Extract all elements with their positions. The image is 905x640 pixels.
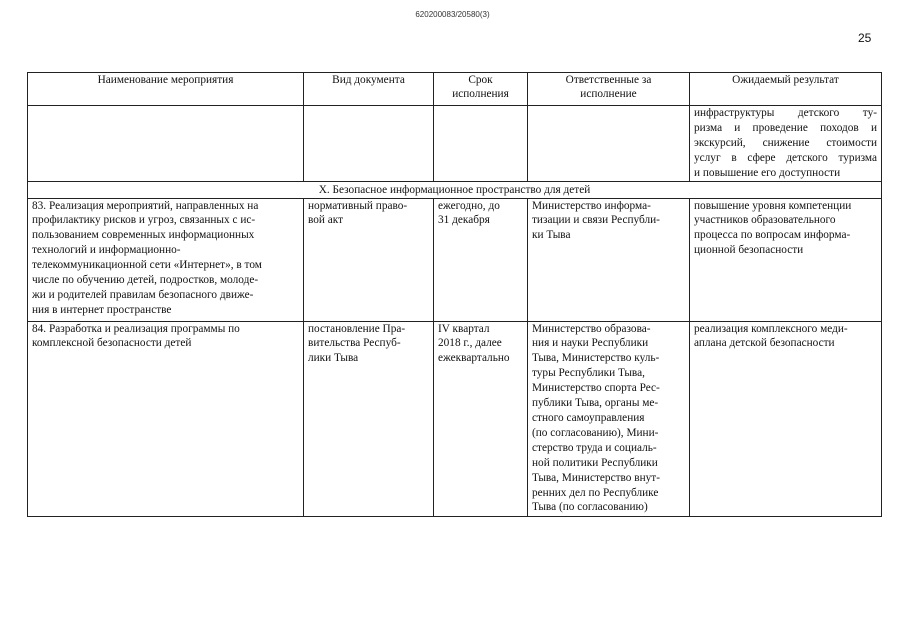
cell-line: 84. Разработка и реализация программы по — [32, 322, 240, 335]
cell-line: телекоммуникационной сети «Интернет», в том — [32, 259, 262, 272]
cell-empty — [528, 106, 690, 182]
cell-line: ризма и проведение походов и — [694, 121, 877, 134]
cell-line: жи и родителей правилам безопасного движе- — [32, 288, 254, 301]
column-header-deadline — [434, 73, 528, 106]
cell-line: ния и науки Республики — [532, 337, 649, 350]
table-header-row — [28, 73, 882, 106]
column-header-result: Ожидаемый результат — [690, 73, 882, 106]
cell-line: постановление Пра- — [308, 322, 406, 335]
cell-responsible — [528, 321, 690, 516]
cell-line: стерство труда и социаль- — [532, 441, 657, 454]
cell-line: стного самоуправления — [532, 411, 645, 424]
section-title: X. Безопасное информационное пространство для детей — [28, 181, 882, 198]
cell-event-name — [28, 321, 304, 516]
column-header-name: Наименование мероприятия — [28, 73, 304, 106]
cell-continuation-result — [690, 106, 882, 182]
cell-line: вительства Респуб- — [308, 337, 401, 350]
cell-line: 31 декабря — [438, 214, 490, 227]
cell-line: процесса по вопросам информа- — [694, 229, 851, 242]
cell-doc-type — [304, 198, 434, 321]
cell-line: 2018 г., далее — [438, 337, 502, 350]
cell-line: повышение уровня компетенции — [694, 199, 852, 212]
cell-line: реализация комплексного меди- — [694, 322, 848, 335]
cell-deadline — [434, 321, 528, 516]
cell-line: лики Тыва — [308, 352, 359, 365]
cell-line: инфраструктуры детского ту- — [694, 107, 877, 119]
cell-line: IV квартал — [438, 322, 490, 335]
cell-line: тизации и связи Республи- — [532, 214, 660, 227]
cell-line: Министерство образова- — [532, 322, 651, 335]
events-table — [27, 72, 882, 517]
cell-line: аплана детской безопасности — [694, 337, 835, 350]
cell-doc-type — [304, 321, 434, 516]
cell-empty — [304, 106, 434, 182]
cell-line: услуг в сфере детского туризма — [694, 151, 877, 164]
cell-line: технологий и информационно- — [32, 244, 181, 257]
cell-line: ежегодно, до — [438, 199, 500, 212]
cell-empty — [28, 106, 304, 182]
cell-responsible — [528, 198, 690, 321]
cell-line: туры Республики Тыва, — [532, 367, 645, 380]
cell-line: публики Тыва, органы ме- — [532, 397, 659, 410]
section-header-row — [28, 181, 882, 198]
cell-line: нормативный право- — [308, 199, 408, 212]
cell-line: комплексной безопасности детей — [32, 337, 192, 350]
table-row — [28, 198, 882, 321]
cell-line: и повышение его доступности — [694, 166, 841, 179]
column-header-responsible — [528, 73, 690, 106]
cell-line: экскурсий, снижение стоимости — [694, 136, 877, 149]
cell-line: участников образовательного — [694, 214, 836, 227]
column-header-deadline-label: Срок исполнения — [452, 74, 509, 100]
cell-result — [690, 321, 882, 516]
cell-line: 83. Реализация мероприятий, направленных на — [32, 199, 259, 212]
cell-result — [690, 198, 882, 321]
cell-line: числе по обучению детей, подростков, молоде- — [32, 274, 259, 287]
cell-line: Тыва (по согласованию) — [532, 501, 648, 514]
cell-line: Министерство спорта Рес- — [532, 382, 660, 395]
cell-line: (по согласованию), Мини- — [532, 426, 659, 439]
column-header-doc-type: Вид документа — [304, 73, 434, 106]
cell-line: ежеквартально — [438, 352, 510, 365]
table-row-continuation — [28, 106, 882, 182]
cell-line: профилактику рисков и угроз, связанных с ис- — [32, 214, 256, 227]
column-header-responsible-label: Ответственные за исполнение — [565, 74, 652, 100]
cell-line: ренних дел по Республике — [532, 486, 659, 499]
cell-line: ки Тыва — [532, 229, 571, 242]
cell-line: Тыва, Министерство куль- — [532, 352, 660, 365]
table-row — [28, 321, 882, 516]
cell-line: ционной безопасности — [694, 244, 804, 257]
cell-line: ной политики Республики — [532, 456, 658, 469]
cell-line: Тыва, Министерство внут- — [532, 471, 660, 484]
cell-empty — [434, 106, 528, 182]
page-number: 25 — [858, 31, 872, 45]
document-code: 620200083/20580(3) — [415, 10, 490, 19]
cell-line: ния в интернет пространстве — [32, 303, 172, 316]
cell-line: пользованием современных информационных — [32, 229, 255, 242]
cell-line: вой акт — [308, 214, 344, 227]
cell-deadline — [434, 198, 528, 321]
cell-event-name — [28, 198, 304, 321]
cell-line: Министерство информа- — [532, 199, 651, 212]
